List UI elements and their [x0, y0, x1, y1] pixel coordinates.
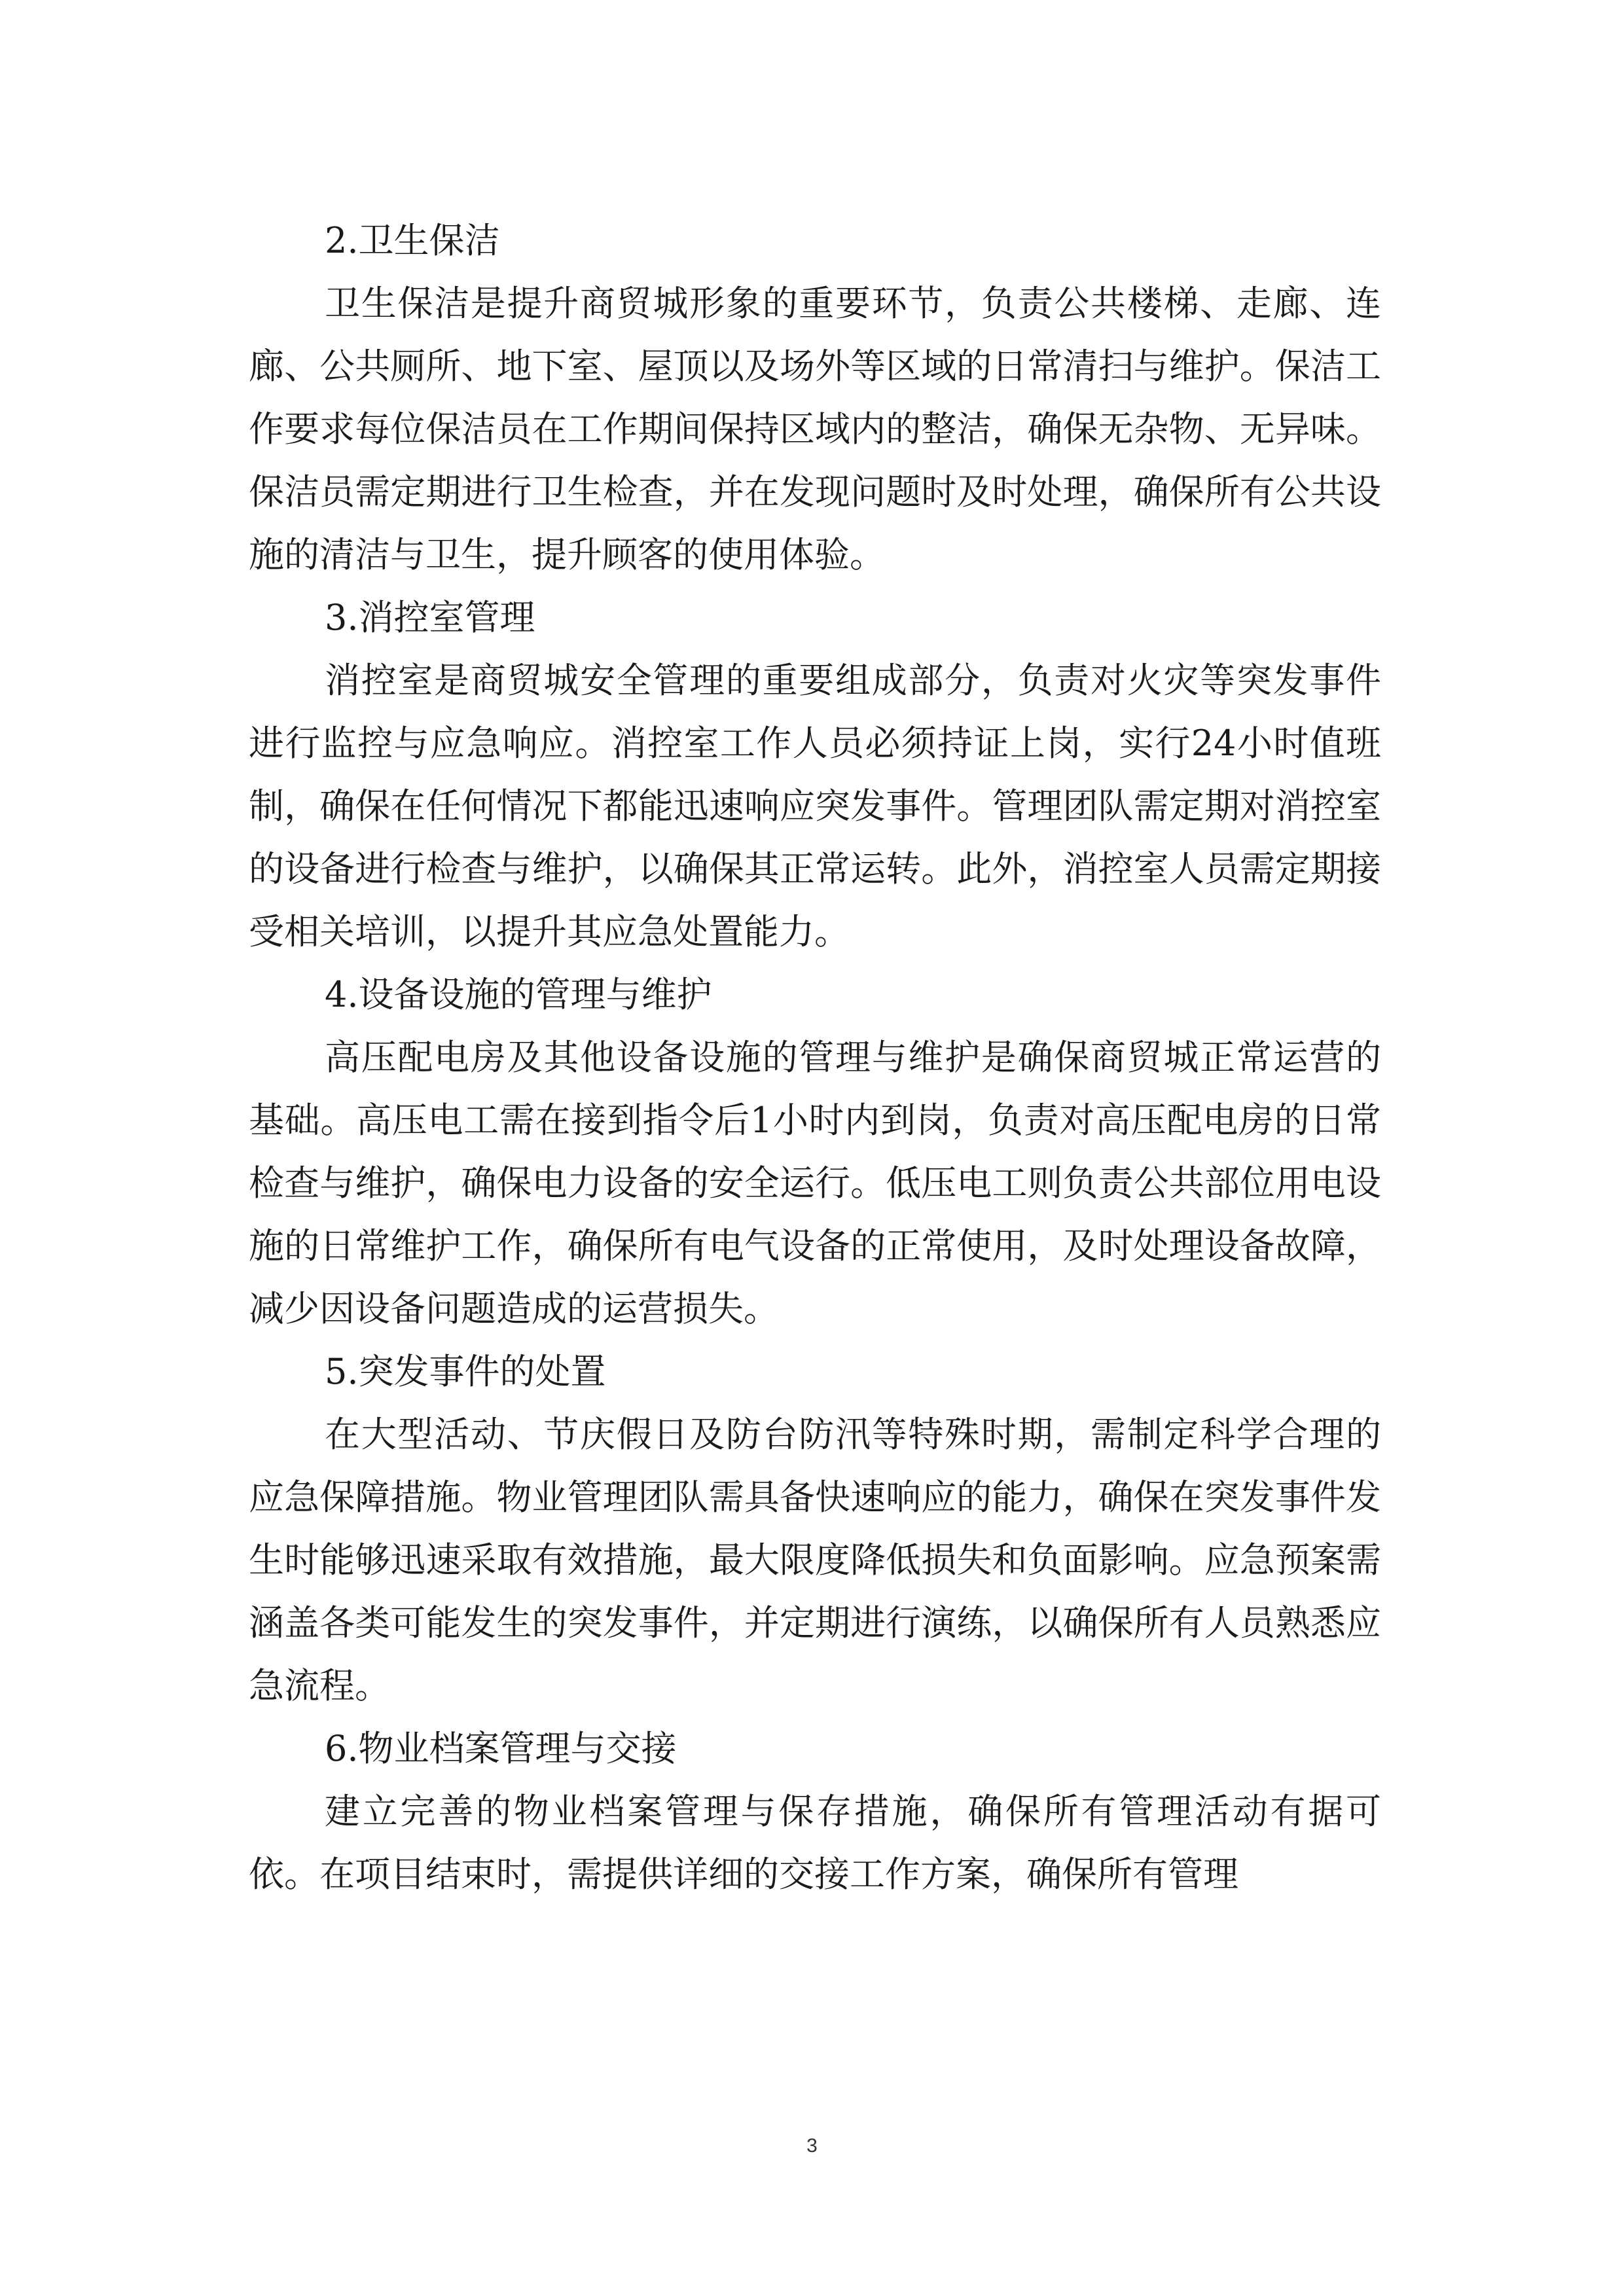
section-paragraph: 建立完善的物业档案管理与保存措施，确保所有管理活动有据可依。在项目结束时，需提供详细的交接工作方案，确保所有管理	[249, 1791, 1381, 1895]
section-heading: 5.突发事件的处置	[325, 1351, 606, 1392]
section-fire-control-room	[249, 586, 1381, 963]
document-page	[249, 196, 1381, 1906]
section-archive-handover	[249, 1717, 1381, 1906]
section-paragraph: 高压配电房及其他设备设施的管理与维护是确保商贸城正常运营的基础。高压电工需在接到指令后1小时内到岗，负责对高压配电房的日常检查与维护，确保电力设备的安全运行。低压电工则负责公共部位用电设施的日常维护工作，确保所有电气设备的正常使用，及时处理设备故障，减少因设备问题造成的运营损失。	[249, 1037, 1381, 1329]
section-heading: 2.卫生保洁	[325, 220, 500, 261]
section-paragraph: 卫生保洁是提升商贸城形象的重要环节，负责公共楼梯、走廊、连廊、公共厕所、地下室、屋顶以及场外等区域的日常清扫与维护。保洁工作要求每位保洁员在工作期间保持区域内的整洁，确保无杂物、无异味。保洁员需定期进行卫生检查，并在发现问题时及时处理，确保所有公共设施的清洁与卫生，提升顾客的使用体验。	[249, 283, 1381, 575]
section-paragraph: 消控室是商贸城安全管理的重要组成部分，负责对火灾等突发事件进行监控与应急响应。消控室工作人员必须持证上岗，实行24小时值班制，确保在任何情况下都能迅速响应突发事件。管理团队需定期对消控室的设备进行检查与维护，以确保其正常运转。此外，消控室人员需定期接受相关培训，以提升其应急处置能力。	[249, 660, 1381, 952]
section-heading: 6.物业档案管理与交接	[325, 1728, 677, 1769]
section-paragraph: 在大型活动、节庆假日及防台防汛等特殊时期，需制定科学合理的应急保障措施。物业管理团队需具备快速响应的能力，确保在突发事件发生时能够迅速采取有效措施，最大限度降低损失和负面影响。应急预案需涵盖各类可能发生的突发事件，并定期进行演练，以确保所有人员熟悉应急流程。	[249, 1414, 1381, 1706]
section-sanitation	[249, 209, 1381, 586]
page-number: 3	[806, 2135, 818, 2157]
section-equipment-maintenance	[249, 963, 1381, 1340]
section-heading: 4.设备设施的管理与维护	[325, 974, 712, 1015]
section-heading: 3.消控室管理	[325, 597, 535, 638]
section-emergency-handling	[249, 1340, 1381, 1717]
